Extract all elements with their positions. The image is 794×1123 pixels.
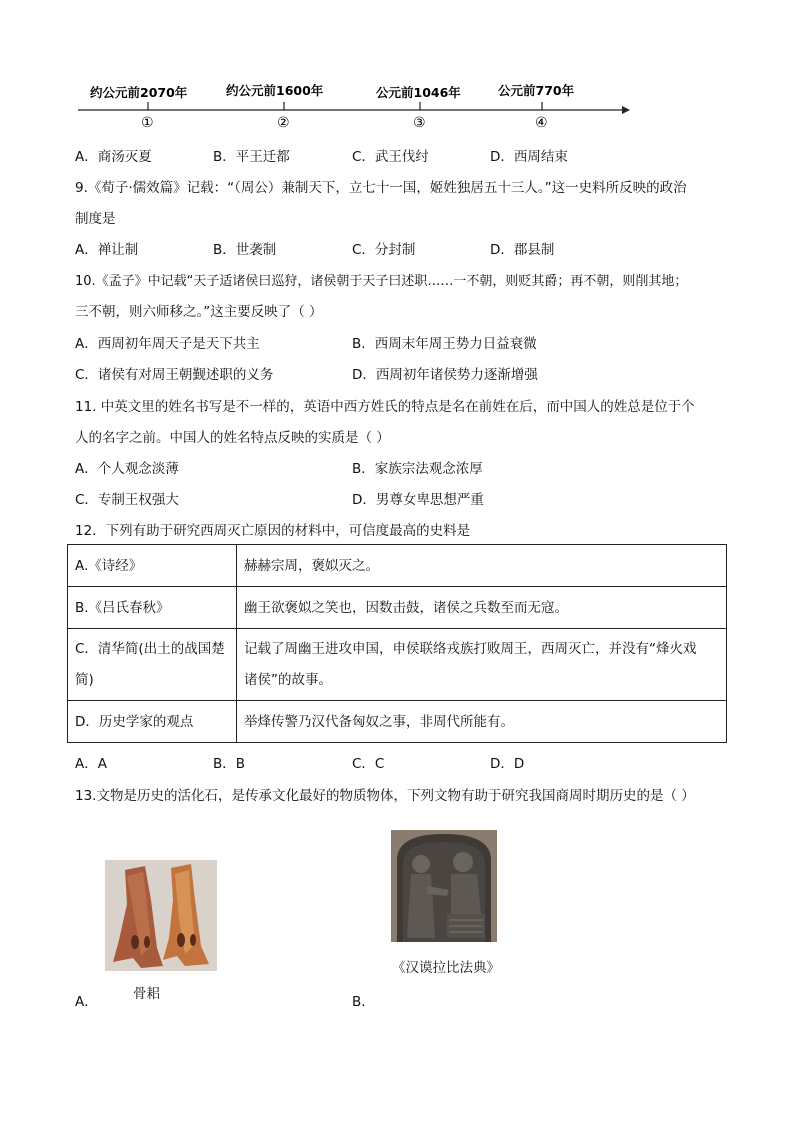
q9-option-b[interactable]: B．世袭制 — [213, 242, 277, 258]
option-a-caption: 骨耜 — [133, 986, 160, 1002]
q10-stem-line2: 三不朝，则六师移之。”这主要反映了（ ） — [75, 304, 323, 320]
timeline-arrow — [622, 106, 630, 114]
q8-option-b[interactable]: B．平王迁都 — [213, 149, 290, 165]
timeline-marker-4: ④ — [535, 115, 548, 131]
q11-stem-line2: 人的名字之前。中国人的姓名特点反映的实质是（ ） — [75, 430, 390, 446]
q8-option-c[interactable]: C．武王伐纣 — [352, 149, 429, 165]
q12-option-b[interactable]: B．B — [213, 756, 246, 772]
table-row — [68, 545, 727, 587]
timeline-label-1: 约公元前2070年 — [90, 85, 188, 100]
source-line: 简) — [75, 671, 94, 688]
q10-stem-line1: 10.《孟子》中记载“天子适诸侯曰巡狩，诸侯朝于天子曰述职……一不朝，则贬其爵；再不朝，则削其地； — [75, 274, 688, 289]
table-row — [68, 587, 727, 629]
q10-option-d[interactable]: D．西周初年诸侯势力逐渐增强 — [352, 367, 538, 383]
q10-option-a[interactable]: A．西周初年周天子是天下共主 — [75, 336, 260, 352]
q9-option-d[interactable]: D．郡县制 — [490, 242, 555, 258]
content-line: 记载了周幽王进攻申国，申侯联络戎族打败周王，西周灭亡，并没有“烽火戏 — [244, 640, 697, 657]
timeline-marker-1: ① — [141, 115, 154, 131]
q11-option-d[interactable]: D．男尊女卑思想严重 — [352, 492, 484, 508]
table-cell-source: A.《诗经》 — [68, 545, 237, 587]
timeline-marker-2: ② — [277, 115, 290, 131]
content-line: 诸侯”的故事。 — [244, 671, 332, 688]
q13-option-a[interactable]: A． — [75, 994, 98, 1010]
q10-option-b[interactable]: B．西周末年周王势力日益衰微 — [352, 336, 537, 352]
bone-spade-illustration — [105, 860, 217, 971]
timeline-label-4: 公元前770年 — [498, 83, 575, 98]
q11-option-c[interactable]: C．专制王权强大 — [75, 492, 179, 508]
table-cell-source — [68, 629, 237, 701]
option-b-caption: 《汉谟拉比法典》 — [392, 960, 500, 976]
q8-option-a[interactable]: A．商汤灭夏 — [75, 149, 152, 165]
table-row — [68, 629, 727, 701]
timeline-marker-3: ③ — [413, 115, 426, 131]
table-cell-source: B.《吕氏春秋》 — [68, 587, 237, 629]
bone-spade-image[interactable] — [105, 860, 217, 971]
stele-relief-illustration — [391, 830, 497, 942]
q9-stem-line1: 9.《荀子·儒效篇》记载：“（周公）兼制天下，立七十一国，姬姓独居五十三人。”这一史料所反映的政治 — [75, 180, 687, 196]
table-cell-content: 幽王欲褒姒之笑也，因数击鼓，诸侯之兵数至而无寇。 — [237, 587, 727, 629]
q12-option-c[interactable]: C．C — [352, 756, 385, 772]
table-cell-content: 举烽传警乃汉代备匈奴之事，非周代所能有。 — [237, 701, 727, 743]
q11-stem-line1: 11. 中英文里的姓名书写是不一样的，英语中西方姓氏的特点是名在前姓在后，而中国人的姓总是位于个 — [75, 399, 695, 415]
timeline-label-3: 公元前1046年 — [376, 85, 461, 100]
hammurabi-stele-image[interactable] — [391, 830, 497, 942]
q12-source-table — [67, 544, 727, 743]
table-cell-content — [237, 629, 727, 701]
q11-option-b[interactable]: B．家族宗法观念浓厚 — [352, 461, 483, 477]
timeline-label-2: 约公元前1600年 — [226, 83, 324, 98]
q13-stem: 13.文物是历史的活化石，是传承文化最好的物质物体，下列文物有助于研究我国商周时期历史的是（ ） — [75, 788, 695, 804]
q9-option-a[interactable]: A．禅让制 — [75, 242, 139, 258]
source-line: C．清华简(出土的战国楚 — [75, 640, 225, 657]
q10-option-c[interactable]: C．诸侯有对周王朝觐述职的义务 — [75, 367, 274, 383]
q11-option-a[interactable]: A．个人观念淡薄 — [75, 461, 179, 477]
table-cell-source: D．历史学家的观点 — [68, 701, 237, 743]
q12-option-a[interactable]: A．A — [75, 756, 107, 772]
q12-option-d[interactable]: D．D — [490, 756, 525, 772]
q9-stem-line2: 制度是 — [75, 211, 116, 227]
table-cell-content: 赫赫宗周，褒姒灭之。 — [237, 545, 727, 587]
table-row — [68, 701, 727, 743]
q8-option-d[interactable]: D．西周结束 — [490, 149, 568, 165]
q13-option-b[interactable]: B． — [352, 994, 375, 1010]
q12-stem: 12．下列有助于研究西周灭亡原因的材料中，可信度最高的史料是 — [75, 523, 471, 539]
timeline — [70, 78, 640, 134]
q9-option-c[interactable]: C．分封制 — [352, 242, 416, 258]
